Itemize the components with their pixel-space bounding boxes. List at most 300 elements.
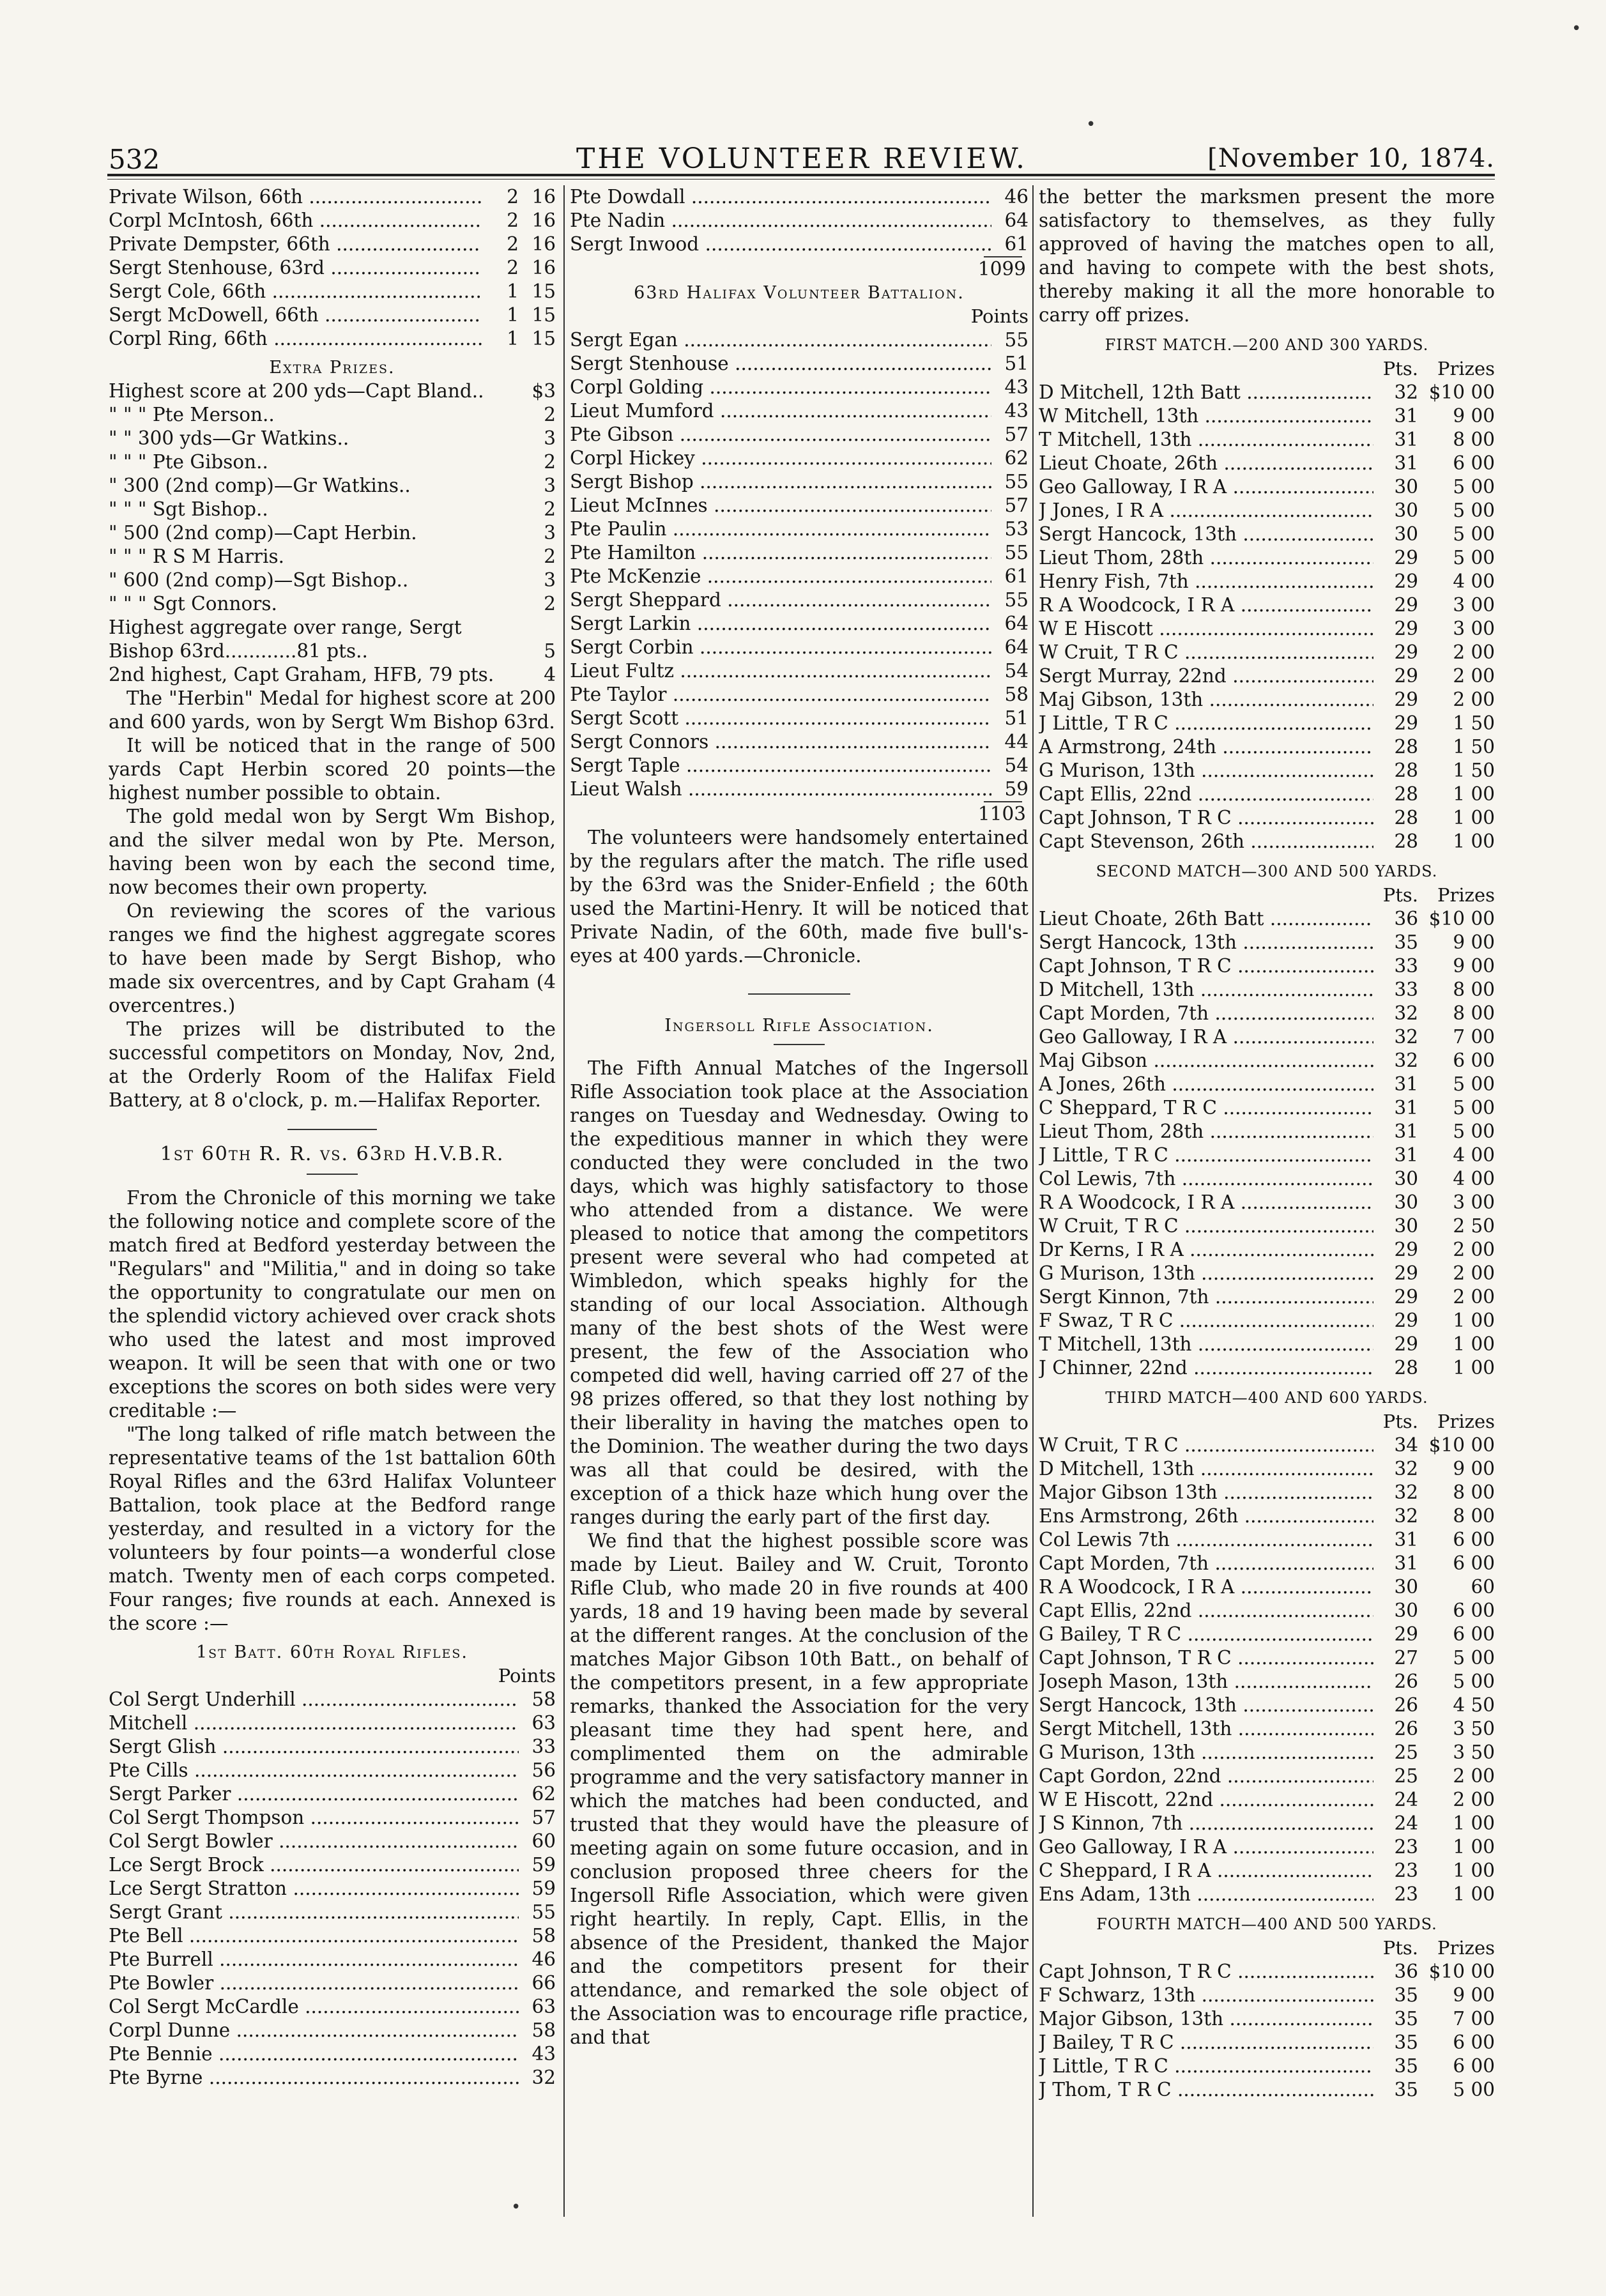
prize-amount: 3 00 <box>1453 1191 1495 1213</box>
extra-prize-row <box>109 616 556 639</box>
competitor-name: Sergt Hancock, 13th ..... <box>1039 1694 1373 1717</box>
battalion-score-list <box>570 328 1029 801</box>
points: 28 <box>1394 1357 1418 1379</box>
result-row <box>1039 1764 1495 1788</box>
extra-prize-amount: 2 <box>544 451 556 473</box>
prize-amount: 6 00 <box>1453 2032 1495 2053</box>
result-row <box>1039 1528 1495 1552</box>
paragraph: From the Chronicle of this morning we take the following notice and complete score of the match fired at Bedford yesterday between the "Regulars" and "Militia," and in doing so take the opportunity to congratulate our men on the splendid victory achieved over crack shots who used the latest and most improved weapon. It will be seen that with one or two exceptions the scores on both sides were very creditable :— <box>109 1187 556 1421</box>
paragraph: The prizes will be distributed to the successful competitors on Monday, Nov, 2nd, at the Orderly Room of the Halifax Field Battery, at 8 o'clock, p. m.—Halifax Reporter. <box>109 1018 556 1111</box>
points: 61 <box>1004 565 1029 587</box>
paragraph: The volunteers were handsomely entertained by the regulars after the match. The rifle used by the 63rd was the Snider-Enfield ; the 60th used the Martini-Henry. It will be noticed that Private Nadin, of the 60th, made five bull's-eyes at 400 yards.—Chronicle. <box>570 827 1029 967</box>
competitor-name: Sergt Scott ..... <box>570 707 991 730</box>
competitor-name: Sergt Stenhouse ..... <box>570 352 991 376</box>
result-row <box>1039 475 1495 499</box>
competitor-name: Maj Gibson ..... <box>1039 1049 1373 1073</box>
competitor-name: Pte Taylor ..... <box>570 683 991 707</box>
competitor-name: Sergt Mitchell, 13th ..... <box>1039 1717 1373 1741</box>
result-row <box>1039 1717 1495 1741</box>
result-row <box>1039 830 1495 853</box>
prize-amount: 4 50 <box>1453 1694 1495 1716</box>
points: 32 <box>532 2067 556 2088</box>
column-header <box>570 305 1029 328</box>
score-row <box>570 659 1029 683</box>
extra-prize-text: " 500 (2nd comp)—Capt Herbin. <box>109 522 417 544</box>
prize-amount: 1 50 <box>1453 736 1495 758</box>
competitor-name: Sergt Sheppard ..... <box>570 588 991 612</box>
points: 30 <box>1394 523 1418 545</box>
points: 28 <box>1394 760 1418 781</box>
competitor-name: Sergt Stenhouse, 63rd ..... <box>109 256 482 280</box>
paragraph: the better the marksmen present the more satisfactory to themselves, as they fully approved of having the matches open to all, and having to compete with the best shots, thereby making it all the more honorable to carry off prizes. <box>1039 186 1495 326</box>
points: 27 <box>1394 1647 1418 1669</box>
competitor-name: Lieut McInnes ..... <box>570 494 991 517</box>
score-a: 1 <box>507 280 519 302</box>
prizes-label: Prizes <box>1437 1937 1495 1959</box>
score-row <box>570 494 1029 517</box>
competitor-name: C Sheppard, I R A ..... <box>1039 1859 1373 1883</box>
competitor-name: Sergt Murray, 22nd ..... <box>1039 664 1373 688</box>
competitor-name: Dr Kerns, I R A ..... <box>1039 1238 1373 1262</box>
points: 58 <box>532 1925 556 1947</box>
points: 54 <box>1004 660 1029 682</box>
extra-prize-row <box>109 403 556 427</box>
prize-amount: 9 00 <box>1453 405 1495 427</box>
points: 51 <box>1004 353 1029 374</box>
issue-date: [November 10, 1874. <box>1207 144 1495 173</box>
extra-prize-text: " " " Pte Gibson.. <box>109 451 268 473</box>
score-row <box>570 541 1029 565</box>
extra-prize-text: " " " Pte Merson.. <box>109 404 275 425</box>
score-row <box>109 1688 556 1711</box>
score-row <box>109 2019 556 2042</box>
prize-amount: 1 00 <box>1453 830 1495 852</box>
competitor-name: Pte Bowler ..... <box>109 1971 519 1995</box>
points: 58 <box>1004 684 1029 705</box>
points: 30 <box>1394 1191 1418 1213</box>
score-b: 15 <box>532 280 556 302</box>
extra-prize-amount: 2 <box>544 546 556 567</box>
competitor-name: Pte Bennie ..... <box>109 2042 519 2066</box>
prizes-label: Prizes <box>1437 884 1495 906</box>
competitor-name: T Mitchell, 13th ..... <box>1039 1333 1373 1356</box>
result-row <box>1039 1238 1495 1262</box>
prize-amount: 1 00 <box>1453 1310 1495 1331</box>
result-row <box>1039 712 1495 735</box>
points: 29 <box>1394 1286 1418 1308</box>
ink-speck: • <box>1572 19 1582 38</box>
points: 26 <box>1394 1694 1418 1716</box>
points: 62 <box>532 1783 556 1805</box>
points: 64 <box>1004 613 1029 634</box>
prize-amount: 3 00 <box>1453 594 1495 616</box>
competitor-name: Mitchell ..... <box>109 1711 519 1735</box>
points-label: Points <box>970 305 1029 327</box>
result-row <box>1039 735 1495 759</box>
competitor-name: T Mitchell, 13th ..... <box>1039 428 1373 452</box>
extra-prize-row <box>109 545 556 569</box>
competitor-name: Ens Armstrong, 26th ..... <box>1039 1504 1373 1528</box>
extra-prize-row <box>109 474 556 498</box>
points: 62 <box>1004 447 1029 469</box>
competitor-name: Sergt Larkin ..... <box>570 612 991 636</box>
result-row <box>1039 783 1495 806</box>
competitor-name: Lieut Walsh ..... <box>570 777 991 801</box>
points: 26 <box>1394 1718 1418 1740</box>
competitor-name: Col Sergt Bowler ..... <box>109 1830 519 1853</box>
prize-amount: 9 00 <box>1453 1458 1495 1480</box>
result-row <box>1039 1835 1495 1859</box>
competitor-name: Joseph Mason, 13th ..... <box>1039 1670 1373 1694</box>
prize-amount: 6 00 <box>1453 1552 1495 1574</box>
points: 63 <box>532 1996 556 2017</box>
prize-amount: 4 00 <box>1453 1144 1495 1166</box>
result-row <box>1039 688 1495 712</box>
ink-speck: • <box>511 2198 521 2217</box>
points: 55 <box>1004 471 1029 493</box>
result-row <box>1039 570 1495 593</box>
points: 55 <box>532 1901 556 1923</box>
result-row <box>1039 1025 1495 1049</box>
points: 31 <box>1394 429 1418 450</box>
result-row <box>1039 1120 1495 1144</box>
result-row <box>1039 1457 1495 1481</box>
result-row <box>1039 1214 1495 1238</box>
extra-prizes-heading: Extra Prizes. <box>269 358 395 378</box>
points: 33 <box>1394 955 1418 977</box>
extra-prize-text: Bishop 63rd............81 pts.. <box>109 640 368 662</box>
points: 29 <box>1394 1333 1418 1355</box>
extra-prize-amount: 4 <box>544 664 556 685</box>
competitor-name: Sergt Egan ..... <box>570 328 991 352</box>
extra-prize-amount: 3 <box>544 427 556 449</box>
total-score: 1103 <box>977 803 1026 825</box>
score-a: 1 <box>507 328 519 349</box>
extra-prize-row <box>109 450 556 474</box>
competitor-name: F Swaz, T R C ..... <box>1039 1309 1373 1333</box>
prize-amount: 2 50 <box>1453 1215 1495 1237</box>
result-row <box>1039 452 1495 475</box>
competitor-name: Col Sergt Underhill ..... <box>109 1688 519 1711</box>
score-a: 2 <box>507 186 519 208</box>
score-row <box>109 2066 556 2090</box>
prizes-label: Prizes <box>1437 1411 1495 1432</box>
competitor-name: Major Gibson 13th ..... <box>1039 1481 1373 1504</box>
pts-label: Pts. <box>1382 1411 1418 1432</box>
pts-label: Pts. <box>1382 884 1418 906</box>
points: 29 <box>1394 547 1418 569</box>
score-row <box>109 1711 556 1735</box>
points: 44 <box>1004 731 1029 753</box>
score-row <box>570 352 1029 376</box>
points: 24 <box>1394 1812 1418 1834</box>
section-rule <box>748 993 850 995</box>
competitor-name: Sergt Connors ..... <box>570 730 991 754</box>
competitor-name: W Mitchell, 13th ..... <box>1039 404 1373 428</box>
score-row <box>570 185 1029 209</box>
result-row <box>1039 2007 1495 2031</box>
column-header <box>1039 1410 1495 1434</box>
result-row <box>1039 1812 1495 1835</box>
points: 29 <box>1394 1310 1418 1331</box>
ink-speck: • <box>1086 115 1096 134</box>
extra-prize-text: " 600 (2nd comp)—Sgt Bishop.. <box>109 569 409 591</box>
extra-prize-row <box>109 639 556 663</box>
paragraph: The gold medal won by Sergt Wm Bishop, and the silver medal won by Pte. Merson, having been won by each the second time, now becomes their own property. <box>109 806 556 898</box>
competitor-name: Capt Johnson, T R C ..... <box>1039 1960 1373 1984</box>
competitor-name: J S Kinnon, 7th ..... <box>1039 1812 1373 1835</box>
paragraph: On reviewing the scores of the various ranges we find the highest aggregate scores to have been made by Sergt Bishop, who made six overcentres, and by Capt Graham (4 overcentres.) <box>109 900 556 1016</box>
points: 31 <box>1394 1121 1418 1142</box>
score-a: 2 <box>507 257 519 279</box>
extra-prize-text: " " " Sgt Connors. <box>109 593 277 615</box>
score-row <box>570 328 1029 352</box>
score-row <box>570 565 1029 588</box>
prize-amount: $10 00 <box>1428 1961 1495 1982</box>
result-row <box>1039 1167 1495 1191</box>
match-heading: SECOND MATCH—300 AND 500 YARDS. <box>1096 862 1438 880</box>
points: 64 <box>1004 210 1029 231</box>
prize-amount: 6 00 <box>1453 2055 1495 2077</box>
competitor-name: Capt Johnson, T R C ..... <box>1039 806 1373 830</box>
third-match-results <box>1039 1386 1495 1906</box>
page-number: 532 <box>109 144 160 175</box>
competitor-name: Major Gibson, 13th ..... <box>1039 2007 1373 2031</box>
result-row <box>1039 1073 1495 1096</box>
result-row <box>1039 428 1495 452</box>
extra-prize-amount <box>519 616 556 639</box>
points: 43 <box>1004 376 1029 398</box>
prize-amount: 8 00 <box>1453 979 1495 1000</box>
competitor-name: Capt Johnson, T R C ..... <box>1039 954 1373 978</box>
competitor-name: Capt Stevenson, 26th ..... <box>1039 830 1373 853</box>
points: 35 <box>1394 1984 1418 2006</box>
prize-amount: 2 00 <box>1453 641 1495 663</box>
first-match-results <box>1039 333 1495 853</box>
points: 28 <box>1394 807 1418 829</box>
score-row <box>109 1924 556 1948</box>
competitor-name: Capt Morden, 7th ..... <box>1039 1552 1373 1575</box>
result-row <box>1039 1356 1495 1380</box>
second-match-results <box>1039 860 1495 1380</box>
points: 32 <box>1394 1050 1418 1071</box>
competitor-name: D Mitchell, 12th Batt ..... <box>1039 381 1373 404</box>
competitor-name: Sergt Inwood ..... <box>570 233 991 256</box>
competitor-name: Pte Burrell ..... <box>109 1948 519 1971</box>
points: 29 <box>1394 594 1418 616</box>
prize-amount: 6 00 <box>1453 1623 1495 1645</box>
competitor-name: Sergt Kinnon, 7th ..... <box>1039 1285 1373 1309</box>
points: 46 <box>1004 186 1029 208</box>
score-row <box>109 1830 556 1853</box>
battalion-heading: 1st Batt. 60th Royal Rifles. <box>195 1642 468 1662</box>
points: 51 <box>1004 707 1029 729</box>
prize-amount: 5 00 <box>1453 547 1495 569</box>
score-row <box>570 588 1029 612</box>
prize-amount: 8 00 <box>1453 429 1495 450</box>
points: 29 <box>1394 618 1418 639</box>
result-row <box>1039 617 1495 641</box>
competitor-name: Pte Bell ..... <box>109 1924 519 1948</box>
points: 53 <box>1004 518 1029 540</box>
prize-amount: 5 00 <box>1453 2079 1495 2101</box>
prize-amount: 5 00 <box>1453 500 1495 521</box>
points: 25 <box>1394 1741 1418 1763</box>
competitor-name: Lieut Choate, 26th ..... <box>1039 452 1373 475</box>
prize-amount: 2 00 <box>1453 1765 1495 1787</box>
points: 31 <box>1394 452 1418 474</box>
prize-amount: 5 00 <box>1453 523 1495 545</box>
points: 30 <box>1394 500 1418 521</box>
prize-amount: 2 00 <box>1453 1262 1495 1284</box>
publication-title: THE VOLUNTEER REVIEW. <box>576 142 1028 175</box>
score-row <box>570 636 1029 659</box>
result-row <box>1039 593 1495 617</box>
score-row <box>570 683 1029 707</box>
result-row <box>1039 1670 1495 1694</box>
prize-amount: 7 00 <box>1453 1026 1495 1048</box>
result-row <box>1039 1694 1495 1717</box>
score-row <box>109 2042 556 2066</box>
competitor-name: Sergt Glish ..... <box>109 1735 519 1759</box>
match-title: 1st 60th R. R. vs. 63rd H.V.B.R. <box>160 1143 505 1165</box>
points: 55 <box>1004 329 1029 351</box>
association-heading: Ingersoll Rifle Association. <box>664 1016 934 1036</box>
paragraph: It will be noticed that in the range of 500 yards Capt Herbin scored 20 points—the highest number possible to obtain. <box>109 735 556 804</box>
competitor-name: Lieut Fultz ..... <box>570 659 991 683</box>
score-row <box>109 280 556 303</box>
extra-prize-amount: 2 <box>544 404 556 425</box>
points: 28 <box>1394 736 1418 758</box>
points: 32 <box>1394 1002 1418 1024</box>
prize-amount: 2 00 <box>1453 1286 1495 1308</box>
prize-amount: 5 00 <box>1453 1097 1495 1119</box>
competitor-name: Pte Paulin ..... <box>570 517 991 541</box>
points: 35 <box>1394 931 1418 953</box>
result-row <box>1039 1883 1495 1906</box>
result-row <box>1039 954 1495 978</box>
points: 46 <box>532 1948 556 1970</box>
competitor-name: R A Woodcock, I R A ..... <box>1039 1575 1373 1599</box>
score-row <box>570 470 1029 494</box>
result-row <box>1039 759 1495 783</box>
points: 32 <box>1394 1481 1418 1503</box>
points: 36 <box>1394 908 1418 930</box>
paragraph: "The long talked of rifle match between the representative teams of the 1st battalion 60th Royal Rifles and the 63rd Halifax Volunteer Battalion, took place at the Bedford range yesterday, and resulted in a victory for the volunteers by four points—a wonderful close match. Twenty men of each corps competed. Four ranges; five rounds at each. Annexed is the score :— <box>109 1423 556 1634</box>
points: 23 <box>1394 1860 1418 1881</box>
result-row <box>1039 2055 1495 2078</box>
points: 25 <box>1394 1765 1418 1787</box>
points: 30 <box>1394 1168 1418 1190</box>
competitor-name: Capt Johnson, T R C ..... <box>1039 1646 1373 1670</box>
competitor-name: G Murison, 13th ..... <box>1039 759 1373 783</box>
extra-prize-amount: 5 <box>544 640 556 662</box>
score-row <box>570 399 1029 423</box>
prize-amount: 9 00 <box>1453 1984 1495 2006</box>
competitor-name: Corpl Dunne ..... <box>109 2019 519 2042</box>
competitor-name: Private Wilson, 66th ..... <box>109 185 482 209</box>
points: 32 <box>1394 1458 1418 1480</box>
pts-label: Pts. <box>1382 1937 1418 1959</box>
result-row <box>1039 907 1495 931</box>
result-row <box>1039 1096 1495 1120</box>
points: 29 <box>1394 1239 1418 1260</box>
competitor-name: A Armstrong, 24th ..... <box>1039 735 1373 759</box>
result-row <box>1039 1646 1495 1670</box>
prize-amount: 7 00 <box>1453 2008 1495 2030</box>
result-row <box>1039 931 1495 954</box>
score-row <box>570 707 1029 730</box>
result-row <box>1039 499 1495 523</box>
column-3 <box>1039 185 1495 2230</box>
result-row <box>1039 2078 1495 2102</box>
score-row <box>109 233 556 256</box>
competitor-name: Geo Galloway, I R A ..... <box>1039 1835 1373 1859</box>
competitor-name: Corpl Ring, 66th ..... <box>109 327 482 351</box>
competitor-name: Geo Galloway, I R A ..... <box>1039 475 1373 499</box>
points: 29 <box>1394 712 1418 734</box>
score-row <box>570 423 1029 447</box>
prize-amount: 3 00 <box>1453 618 1495 639</box>
prize-amount: 2 00 <box>1453 665 1495 687</box>
points: 58 <box>532 2019 556 2041</box>
competitor-name: R A Woodcock, I R A ..... <box>1039 1191 1373 1214</box>
points: 57 <box>532 1807 556 1828</box>
paragraph: The Fifth Annual Matches of the Ingersoll Rifle Association took place at the Association ranges on Tuesday and Wednesday. Owing to the expeditious manner in which they were conducted they were concluded in the two days, which was highly satisfactory to those who attended from a distance. We were pleased to notice that among the competitors present were several who had competed at Wimbledon, which speaks highly for the standing of our local Association. Although many of the best shots of the West were present, the few of the Association who competed did well, having carried off 27 of the 98 prizes offered, so that they lost nothing by their liberality in having the matches open to the Dominion. The weather during the two days was all that could be desired, with the exception of a thick haze which hung over the ranges during the early part of the first day. <box>570 1057 1029 1528</box>
points: 32 <box>1394 381 1418 403</box>
score-b: 16 <box>532 210 556 231</box>
competitor-name: W Cruit, T R C ..... <box>1039 641 1373 664</box>
points: 28 <box>1394 783 1418 805</box>
battalion-score-list <box>109 1688 556 2090</box>
points: 31 <box>1394 1097 1418 1119</box>
prize-amount: 1 50 <box>1453 712 1495 734</box>
score-row <box>109 1782 556 1806</box>
extra-prize-text: " " 300 yds—Gr Watkins.. <box>109 427 349 449</box>
prize-amount: $10 00 <box>1428 1434 1495 1456</box>
prize-amount: 1 50 <box>1453 760 1495 781</box>
prize-amount: 2 00 <box>1453 689 1495 710</box>
points: 63 <box>532 1712 556 1734</box>
score-row <box>109 1806 556 1830</box>
score-row <box>109 303 556 327</box>
prizes-label: Prizes <box>1437 358 1495 379</box>
score-b: 15 <box>532 304 556 326</box>
points: 59 <box>1004 778 1029 800</box>
result-row <box>1039 1309 1495 1333</box>
result-row <box>1039 1333 1495 1356</box>
competitor-name: Corpl Hickey ..... <box>570 447 991 470</box>
header-rule <box>107 174 1495 176</box>
spacer <box>1039 884 1373 907</box>
result-row <box>1039 1144 1495 1167</box>
result-row <box>1039 641 1495 664</box>
competitor-name: Corpl McIntosh, 66th ..... <box>109 209 482 233</box>
prize-amount: 5 00 <box>1453 476 1495 498</box>
match-heading: FOURTH MATCH—400 AND 500 YARDS. <box>1096 1915 1437 1933</box>
competitor-name: Henry Fish, 7th ..... <box>1039 570 1373 593</box>
extra-prize-row <box>109 498 556 521</box>
extra-prize-row <box>109 521 556 545</box>
competitor-name: J Thom, T R C ..... <box>1039 2078 1373 2102</box>
result-row <box>1039 1262 1495 1285</box>
prize-amount: 6 00 <box>1453 1600 1495 1621</box>
extra-prize-text: Highest score at 200 yds—Capt Bland.. <box>109 380 484 402</box>
prize-amount: 3 50 <box>1453 1741 1495 1763</box>
extra-prize-amount: 2 <box>544 593 556 615</box>
extra-prize-text: 2nd highest, Capt Graham, HFB, 79 pts. <box>109 664 494 685</box>
result-row <box>1039 1552 1495 1575</box>
